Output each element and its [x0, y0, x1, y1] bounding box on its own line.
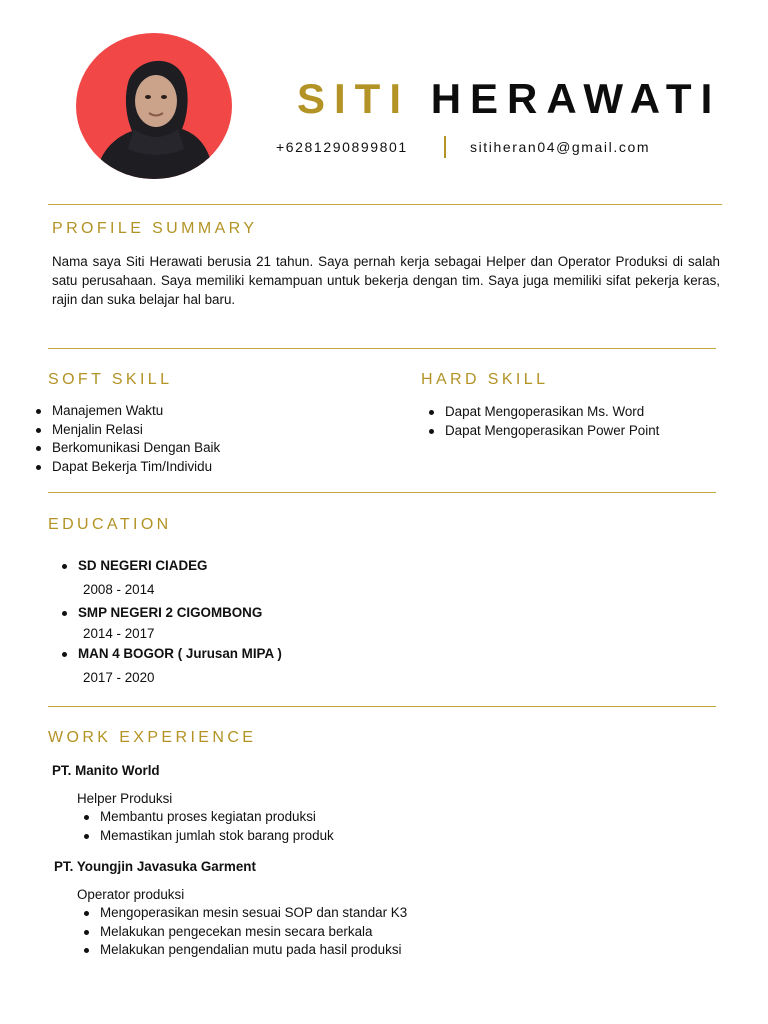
hard-skill-list	[427, 403, 659, 440]
section-divider	[48, 348, 716, 349]
education-school: MAN 4 BOGOR ( Jurusan MIPA )	[62, 646, 282, 661]
job-company: PT. Manito World	[52, 763, 160, 778]
list-item: Menjalin Relasi	[34, 421, 220, 440]
contact-divider	[444, 136, 446, 158]
profile-photo	[76, 33, 232, 179]
education-years: 2014 - 2017	[83, 626, 155, 641]
soft-skill-heading: SOFT SKILL	[48, 371, 173, 388]
profile-summary-heading: PROFILE SUMMARY	[52, 220, 258, 237]
first-name: SITI	[297, 75, 411, 122]
section-divider	[48, 706, 716, 707]
list-item: Manajemen Waktu	[34, 402, 220, 421]
education-years: 2008 - 2014	[83, 582, 155, 597]
job-company: PT. Youngjin Javasuka Garment	[54, 859, 256, 874]
list-item: Membantu proses kegiatan produksi	[82, 808, 334, 827]
hard-skill-heading: HARD SKILL	[421, 371, 549, 388]
job-role: Helper Produksi	[77, 791, 173, 806]
phone-number: +6281290899801	[276, 139, 408, 155]
list-item: Melakukan pengendalian mutu pada hasil produksi	[82, 941, 407, 960]
education-years: 2017 - 2020	[83, 670, 155, 685]
profile-summary-text: Nama saya Siti Herawati berusia 21 tahun. Saya pernah kerja sebagai Helper dan Operator Produksi di salah satu perusahaan. Saya memiliki kemampuan untuk bekerja dengan tim. Saya juga memiliki sifat pekerja keras, rajin dan suka belajar hal baru.	[52, 254, 720, 307]
list-item: Memastikan jumlah stok barang produk	[82, 827, 334, 846]
soft-skill-list	[34, 402, 220, 476]
work-experience-heading: WORK EXPERIENCE	[48, 729, 257, 746]
list-item: Dapat Mengoperasikan Power Point	[427, 422, 659, 441]
candidate-name	[297, 75, 722, 122]
education-heading: EDUCATION	[48, 516, 172, 533]
education-school: SD NEGERI CIADEG	[62, 558, 207, 573]
job-role: Operator produksi	[77, 887, 185, 902]
list-item: Berkomunikasi Dengan Baik	[34, 439, 220, 458]
job-task-list	[82, 808, 334, 845]
last-name: HERAWATI	[430, 75, 722, 122]
list-item: Dapat Mengoperasikan Ms. Word	[427, 403, 659, 422]
list-item: Melakukan pengecekan mesin secara berkala	[82, 923, 407, 942]
section-divider	[48, 492, 716, 493]
job-task-list	[82, 904, 407, 960]
list-item: Mengoperasikan mesin sesuai SOP dan standar K3	[82, 904, 407, 923]
education-school: SMP NEGERI 2 CIGOMBONG	[62, 605, 262, 620]
email-address: sitiheran04@gmail.com	[470, 139, 651, 155]
list-item: Dapat Bekerja Tim/Individu	[34, 458, 220, 477]
section-divider	[48, 204, 722, 205]
